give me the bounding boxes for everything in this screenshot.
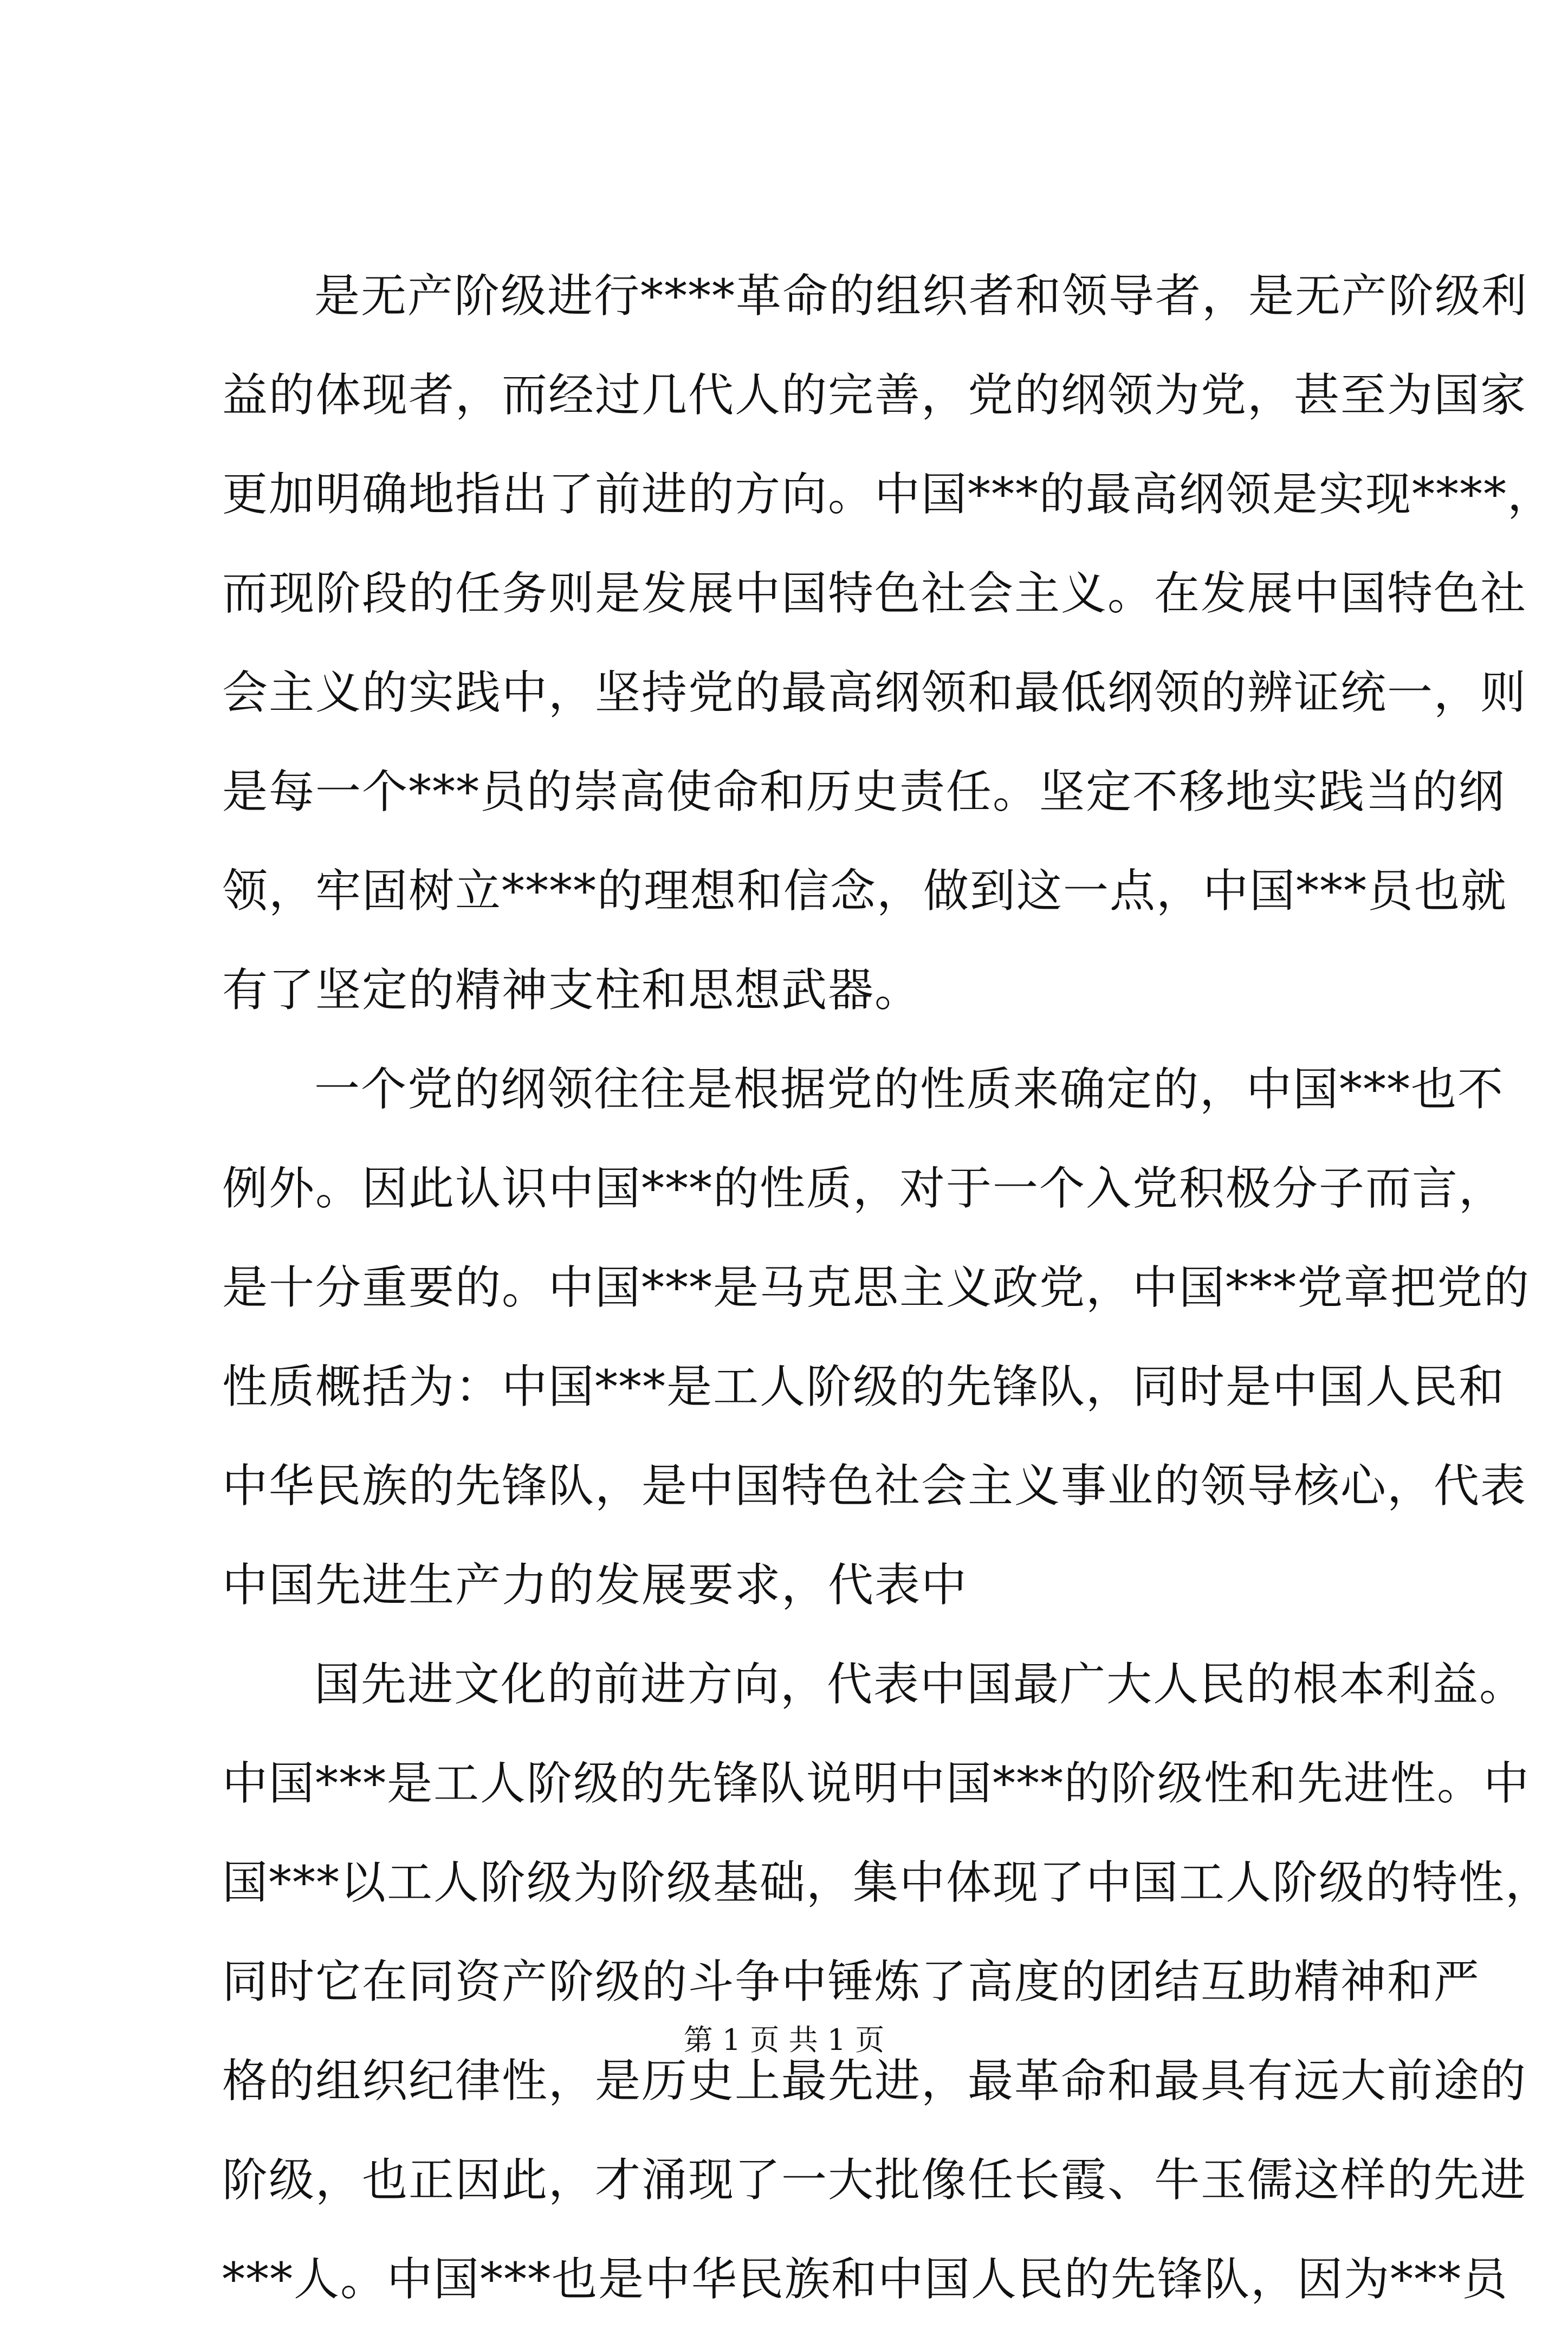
page-number-label: 第 1 页 共 1 页 [683, 2023, 885, 2057]
page-footer [0, 2019, 1568, 2062]
text-line: 是无产阶级进行****革命的组织者和领导者，是无产阶级利 [314, 269, 1528, 322]
text-line: 格的组织纪律性，是历史上最先进，最革命和最具有远大前途的 [222, 2054, 1527, 2107]
text-line: 益的体现者，而经过几代人的完善，党的纲领为党，甚至为国家 [222, 368, 1527, 422]
document-body [222, 247, 1554, 2329]
text-line: ***人。中国***也是中华民族和中国人民的先锋队，因为***员 [222, 2253, 1509, 2306]
text-line: 更加明确地指出了前进的方向。中国***的最高纲领是实现****， [222, 468, 1554, 521]
paragraph-2 [222, 1040, 1531, 1635]
text-line: 中国***是工人阶级的先锋队说明中国***的阶级性和先进性。中 [222, 1757, 1531, 1810]
text-line: 例外。因此认识中国***的性质，对于一个入党积极分子而言， [222, 1162, 1506, 1215]
text-line: 领，牢固树立****的理想和信念，做到这一点，中国***员也就 [222, 864, 1508, 917]
paragraph-1 [222, 247, 1554, 1040]
text-line: 是十分重要的。中国***是马克思主义政党，中国***党章把党的 [222, 1261, 1531, 1314]
text-line: 而现阶段的任务则是发展中国特色社会主义。在发展中国特色社 [222, 567, 1527, 620]
text-line: 中国先进生产力的发展要求，代表中 [222, 1558, 968, 1612]
text-line: 阶级，也正因此，才涌现了一大批像任长霞、牛玉儒这样的先进 [222, 2153, 1527, 2207]
text-line: 是每一个***员的崇高使命和历史责任。坚定不移地实践当的纲 [222, 765, 1506, 818]
text-line: 会主义的实践中，坚持党的最高纲领和最低纲领的辨证统一，则 [222, 666, 1527, 719]
text-line: 国先进文化的前进方向，代表中国最广大人民的根本利益。 [314, 1658, 1526, 1711]
text-line: 性质概括为：中国***是工人阶级的先锋队，同时是中国人民和 [222, 1360, 1506, 1413]
text-line: 国***以工人阶级为阶级基础，集中体现了中国工人阶级的特性， [222, 1856, 1552, 1909]
text-line: 同时它在同资产阶级的斗争中锤炼了高度的团结互助精神和严 [222, 1955, 1481, 2008]
text-line: 有了坚定的精神支柱和思想武器。 [222, 963, 922, 1017]
paragraph-3 [222, 1635, 1552, 2329]
text-line: 一个党的纲领往往是根据党的性质来确定的，中国***也不 [314, 1063, 1505, 1116]
text-line: 中华民族的先锋队，是中国特色社会主义事业的领导核心，代表 [222, 1459, 1527, 1512]
